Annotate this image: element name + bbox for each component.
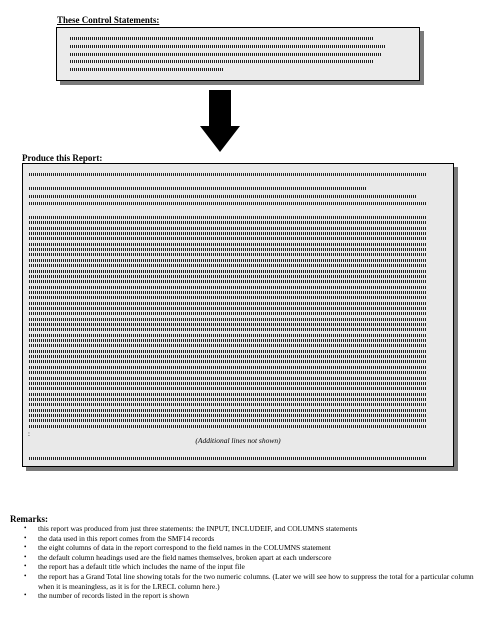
report-line <box>29 275 427 278</box>
remark-item: • the report has a default title which includes the name of the input file <box>24 562 479 572</box>
report-line <box>29 286 427 289</box>
control-statement-line <box>70 45 386 48</box>
remark-item: • the eight columns of data in the report correspond to the field names in the COLUMNS statement <box>24 543 479 553</box>
report-label: Produce this Report: <box>22 153 103 163</box>
report-line <box>29 243 427 246</box>
report-line <box>29 216 427 219</box>
report-line <box>29 312 427 315</box>
report-line <box>29 187 366 190</box>
remark-item: • the report has a Grand Total line showing totals for the two numeric columns. (Later we will see how to suppress the total for a particular column when it is meaningless, as it is for the LRECL column here.) <box>24 572 479 591</box>
report-line <box>29 248 427 251</box>
control-statement-line <box>70 68 223 71</box>
remarks-list <box>24 524 479 601</box>
report-line <box>29 328 427 331</box>
report-line <box>29 270 427 273</box>
report-line <box>29 371 427 374</box>
report-line <box>29 202 427 205</box>
report-line <box>29 398 427 401</box>
report-line <box>29 355 427 358</box>
report-line <box>29 382 427 385</box>
report-line <box>29 323 427 326</box>
report-line <box>29 302 427 305</box>
report-line <box>29 419 427 422</box>
report-line <box>29 259 427 262</box>
report-line <box>29 387 427 390</box>
control-statements-label: These Control Statements: <box>57 15 160 25</box>
additional-lines-note: (Additional lines not shown) <box>195 436 281 445</box>
report-line <box>29 232 427 235</box>
report-line <box>29 173 427 176</box>
report-line <box>29 227 427 230</box>
control-statement-line <box>70 37 373 40</box>
report-line <box>29 425 427 428</box>
remarks-title: Remarks: <box>10 514 48 524</box>
report-line <box>29 195 417 198</box>
report-line <box>29 318 427 321</box>
report-line <box>29 409 427 412</box>
report-box <box>22 163 454 467</box>
report-line <box>29 393 427 396</box>
report-line <box>29 377 427 380</box>
control-statements-box <box>56 27 420 81</box>
down-arrow-icon <box>200 90 240 152</box>
remark-item: • the number of records listed in the report is shown <box>24 591 479 601</box>
report-line <box>29 237 427 240</box>
report-line <box>29 414 427 417</box>
control-statement-line <box>70 53 382 56</box>
control-statement-line <box>70 60 373 63</box>
remark-item: • the data used in this report comes from the SMF14 records <box>24 534 479 544</box>
remark-item: • this report was produced from just three statements: the INPUT, INCLUDEIF, and COLUMNS statements <box>24 524 479 534</box>
report-line <box>29 264 427 267</box>
report-line <box>29 339 427 342</box>
continuation-mark: : <box>28 430 30 438</box>
report-line <box>29 296 427 299</box>
report-line <box>29 457 427 460</box>
report-line <box>29 334 427 337</box>
report-line <box>29 253 427 256</box>
remark-item: • the default column headings used are the field names themselves, broken apart at each underscore <box>24 553 479 563</box>
report-line <box>29 366 427 369</box>
report-line <box>29 291 427 294</box>
report-line <box>29 360 427 363</box>
report-line <box>29 280 427 283</box>
report-line <box>29 221 427 224</box>
report-line <box>29 307 427 310</box>
report-line <box>29 350 427 353</box>
report-line <box>29 344 427 347</box>
report-line <box>29 403 427 406</box>
